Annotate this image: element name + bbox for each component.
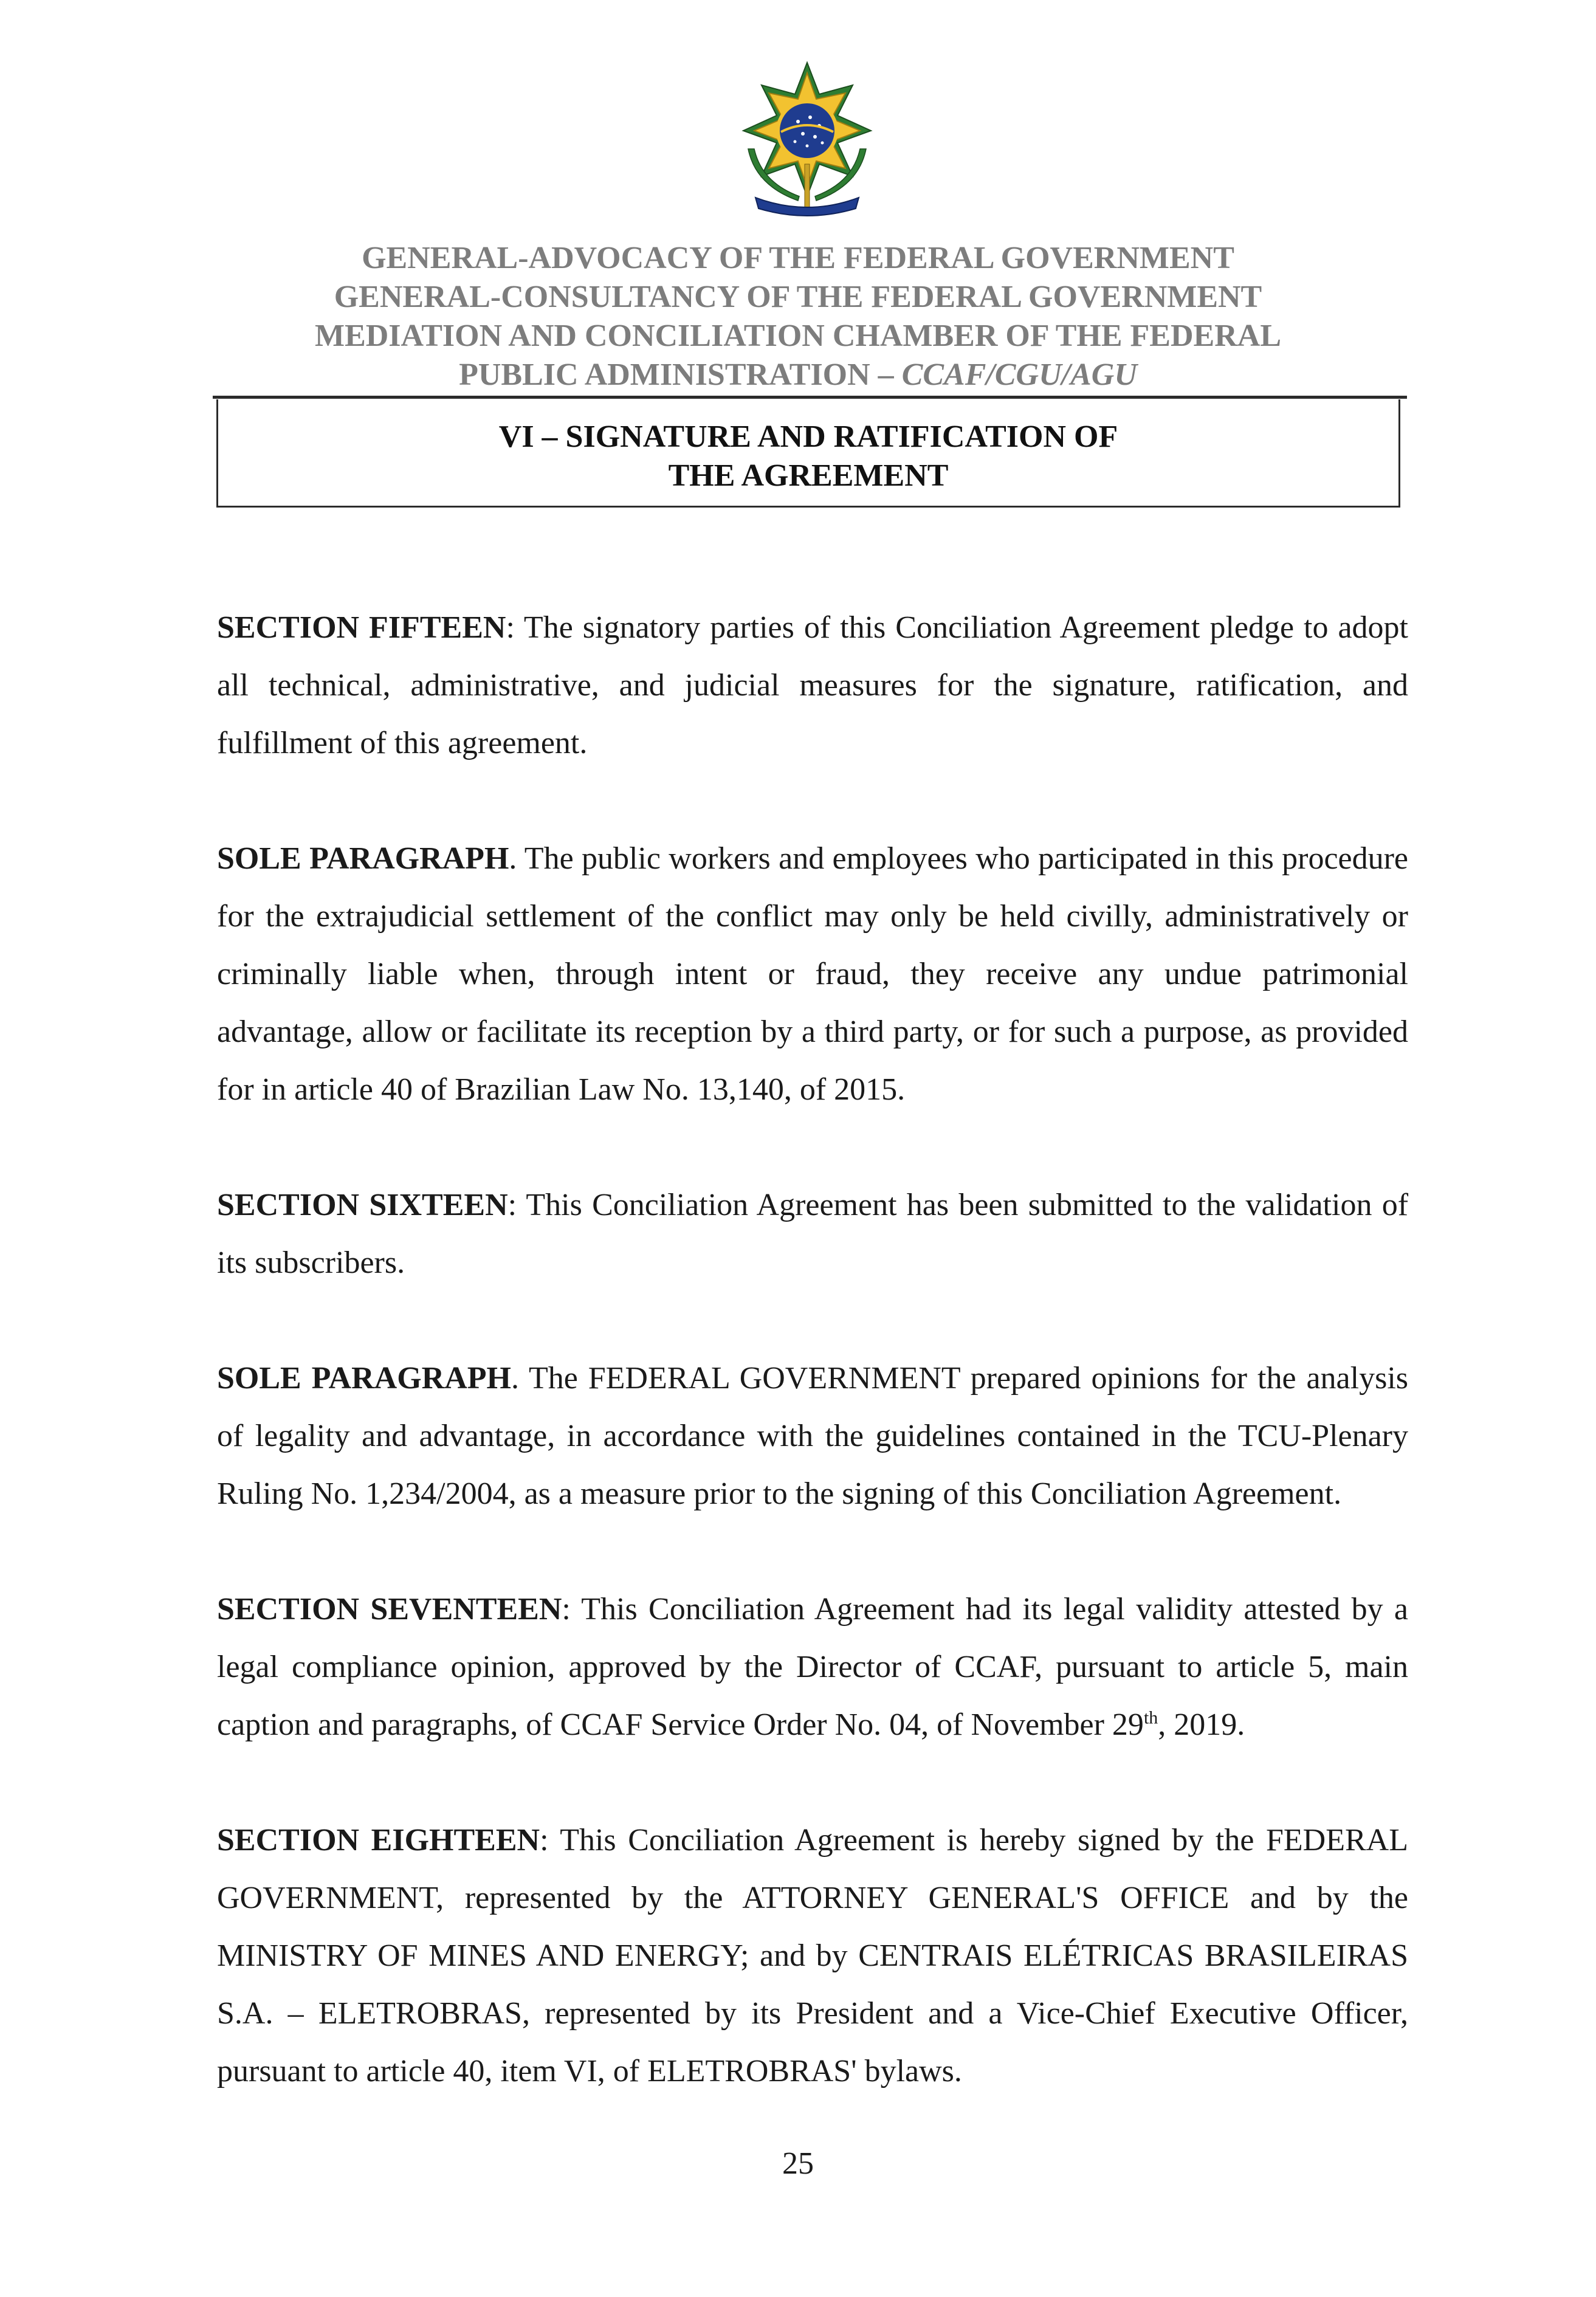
agency-header <box>182 239 1414 394</box>
header-line-3: MEDIATION AND CONCILIATION CHAMBER OF THE FEDERAL <box>314 319 1281 353</box>
paragraph-text: : This Conciliation Agreement has been submitted to the validation of its subscribers. <box>217 1188 1409 1280</box>
section-title-line-2: THE AGREEMENT <box>668 458 949 493</box>
paragraph-text: : This Conciliation Agreement had its legal validity attested by a legal compliance opinion, approved by the Director of CCAF, pursuant to article 5, main caption and paragraphs, of CCAF Service Order No. 04, of November 29 <box>217 1592 1409 1742</box>
page-number: 25 <box>782 2146 814 2181</box>
paragraph <box>217 1349 1408 1523</box>
paragraph <box>217 830 1408 1118</box>
paragraph-lead: SECTION SEVENTEEN <box>217 1592 562 1627</box>
paragraph <box>217 1580 1408 1754</box>
paragraph <box>217 1176 1408 1292</box>
header-rule <box>213 396 1407 399</box>
paragraph-lead: SECTION SIXTEEN <box>217 1188 508 1222</box>
section-title-line-1: VI – SIGNATURE AND RATIFICATION OF <box>498 419 1118 454</box>
paragraph-lead: SOLE PARAGRAPH <box>217 841 509 876</box>
header-line-4-acronym: CCAF/CGU/AGU <box>901 357 1137 392</box>
paragraph-text: . The public workers and employees who participated in this procedure for the extrajudicial settlement of the conflict may only be held civilly, administratively or criminally liable when, through intent or fraud, they receive any undue patrimonial advantage, allow or facilitate its reception by a third party, or for such a purpose, as provided for in article 40 of Brazilian Law No. 13,140, of 2015. <box>217 841 1409 1107</box>
header-line-1: GENERAL-ADVOCACY OF THE FEDERAL GOVERNMENT <box>362 241 1234 275</box>
brazil-coat-of-arms-icon <box>731 58 883 221</box>
header-line-2: GENERAL-CONSULTANCY OF THE FEDERAL GOVERNMENT <box>334 280 1262 314</box>
paragraph-text: . The FEDERAL GOVERNMENT prepared opinions for the analysis of legality and advantage, in accordance with the guidelines contained in the TCU-Plenary Ruling No. 1,234/2004, as a measure prior to the signing of this Conciliation Agreement. <box>217 1361 1409 1511</box>
paragraph <box>217 1811 1408 2100</box>
paragraph-text: : The signatory parties of this Conciliation Agreement pledge to adopt all technical, administrative, and judicial measures for the signature, ratification, and fulfillment of this agreement. <box>217 610 1408 760</box>
paragraph-lead: SOLE PARAGRAPH <box>217 1361 511 1396</box>
paragraph-text-after: , 2019. <box>1158 1707 1245 1742</box>
ordinal-superscript: th <box>1143 1707 1158 1728</box>
paragraph-lead: SECTION FIFTEEN <box>217 610 506 645</box>
paragraph-lead: SECTION EIGHTEEN <box>217 1823 540 1858</box>
document-body <box>217 599 1408 2158</box>
section-title-box <box>216 399 1400 508</box>
header-line-4 <box>182 356 1414 394</box>
paragraph <box>217 599 1408 772</box>
header-line-4-main: PUBLIC ADMINISTRATION – <box>459 357 902 392</box>
paragraph-text: : This Conciliation Agreement is hereby signed by the FEDERAL GOVERNMENT, represented by the ATTORNEY GENERAL'S OFFICE and by the MINISTRY OF MINES AND ENERGY; and by CENTRAIS ELÉTRICAS BRASILEIRAS S.A. – ELETROBRAS, represented by its President and a Vice-Chief Executive Officer, pursuant to article 40, item VI, of ELETROBRAS' bylaws. <box>217 1823 1409 2089</box>
